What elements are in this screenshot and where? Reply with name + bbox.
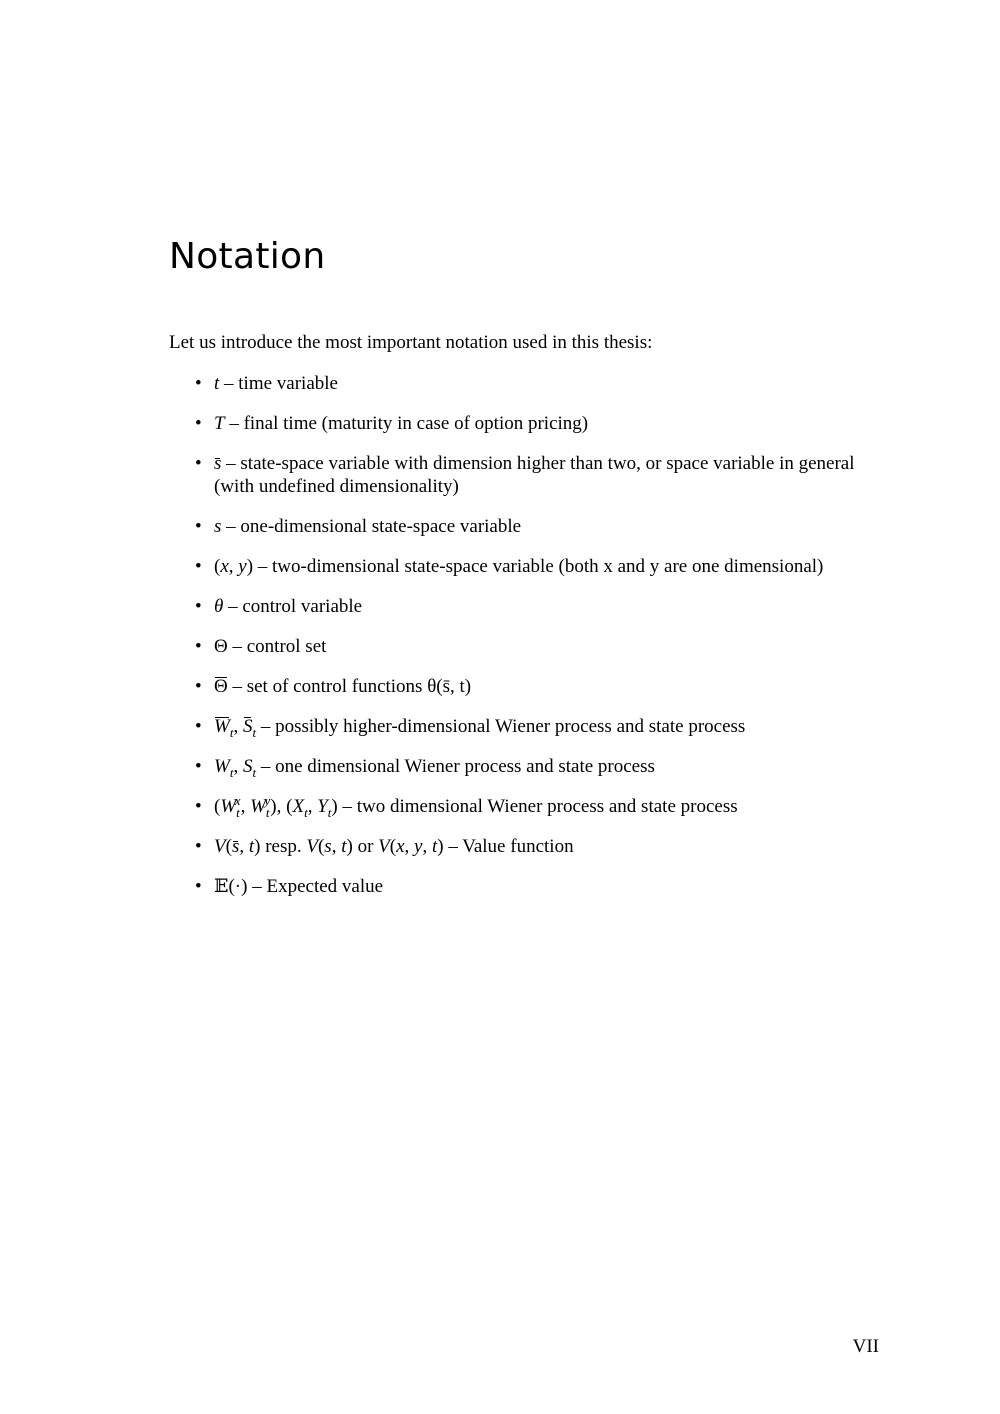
separator: – — [260, 716, 271, 737]
bullet-icon: • — [195, 796, 202, 817]
notation-symbol: $W_t$, $S_t$ — [214, 756, 257, 780]
notation-description: control set — [246, 636, 327, 657]
separator: – — [226, 453, 236, 474]
page-number: VII — [852, 1336, 879, 1357]
separator: – — [252, 876, 262, 897]
notation-description: Expected value — [266, 876, 384, 897]
bullet-icon: • — [195, 756, 202, 777]
separator: – — [257, 556, 268, 577]
separator: – — [260, 756, 271, 777]
separator: – — [226, 516, 236, 537]
list-item — [195, 755, 885, 778]
notation-description: final time (maturity in case of option pricing) — [243, 413, 589, 434]
notation-description: possibly higher-dimensional Wiener process and state process — [275, 716, 746, 737]
notation-symbol: 𝔼(·) — [214, 875, 248, 897]
notation-symbol: T — [214, 413, 225, 434]
list-item — [195, 412, 885, 435]
notation-symbol: ($W_t^x$, $W_t^y$), ($X_t$, $Y_t$) — [214, 792, 338, 820]
intro-paragraph: Let us introduce the most important notation used in this thesis: — [169, 332, 653, 353]
separator: – — [232, 676, 242, 697]
separator: – — [224, 373, 234, 394]
notation-symbol: Θ — [214, 636, 228, 657]
list-item — [195, 792, 885, 820]
bullet-icon: • — [195, 636, 202, 657]
notation-symbol: s — [214, 453, 222, 474]
list-item — [195, 875, 885, 898]
notation-symbol: V(s, t) resp. V(s, t) or V(x, y, t) — [214, 836, 444, 857]
notation-description: set of control functions θ(s̄, t) — [246, 676, 472, 697]
notation-description: one dimensional Wiener process and state process — [275, 756, 655, 777]
list-item — [195, 372, 885, 395]
list-item — [195, 675, 885, 698]
notation-symbol: s — [214, 516, 222, 537]
separator: – — [228, 596, 238, 617]
bullet-icon: • — [195, 716, 202, 737]
notation-description: state-space variable with dimension higher than two, or space variable in general (with undefined dimensionality) — [214, 453, 855, 497]
notation-description: time variable — [238, 373, 338, 394]
bullet-icon: • — [195, 453, 202, 474]
bullet-icon: • — [195, 676, 202, 697]
notation-description: two dimensional Wiener process and state process — [356, 796, 738, 817]
notation-description: control variable — [242, 596, 363, 617]
notation-list — [195, 372, 885, 915]
bullet-icon: • — [195, 516, 202, 537]
bullet-icon: • — [195, 373, 202, 394]
list-item — [195, 452, 885, 498]
list-item — [195, 835, 885, 858]
separator: – — [229, 413, 239, 434]
notation-symbol: (x, y) — [214, 556, 254, 577]
notation-symbol: θ — [214, 596, 224, 617]
bullet-icon: • — [195, 556, 202, 577]
bullet-icon: • — [195, 836, 202, 857]
separator: – — [342, 796, 352, 817]
notation-description: two-dimensional state-space variable (both x and y are one dimensional) — [272, 556, 824, 577]
list-item — [195, 595, 885, 618]
notation-description: Value function — [462, 836, 574, 857]
chapter-heading: Notation — [169, 236, 326, 277]
list-item — [195, 515, 885, 538]
bullet-icon: • — [195, 876, 202, 897]
bullet-icon: • — [195, 596, 202, 617]
separator: – — [232, 636, 242, 657]
list-item — [195, 635, 885, 658]
notation-symbol: Θ — [214, 676, 228, 697]
bullet-icon: • — [195, 413, 202, 434]
notation-description: one-dimensional state-space variable — [240, 516, 522, 537]
list-item — [195, 555, 885, 578]
list-item — [195, 715, 885, 738]
notation-symbol: t — [214, 373, 220, 394]
separator: – — [448, 836, 458, 857]
notation-symbol: $W_t$, $S_t$ — [214, 716, 257, 740]
